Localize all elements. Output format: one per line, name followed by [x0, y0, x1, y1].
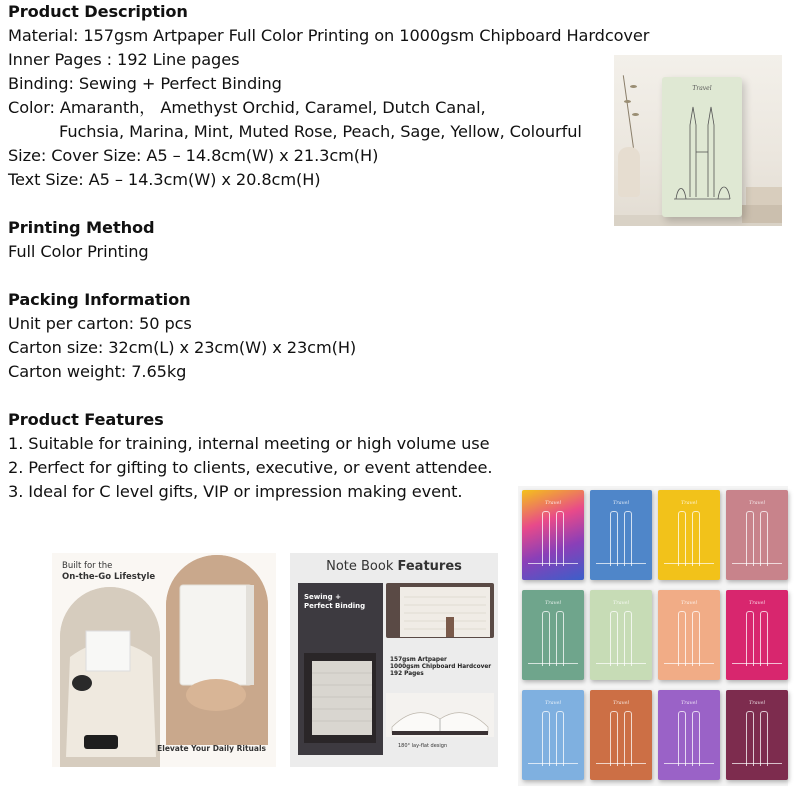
- skyline-base: [596, 663, 646, 672]
- spec-line: 192 Pages: [390, 671, 424, 677]
- spec-list: [390, 657, 491, 678]
- hand-holding-notebook-photo: [166, 555, 268, 745]
- tower-icon: [678, 711, 686, 766]
- tower-icon: [542, 511, 550, 566]
- tote-bag-illustration: [60, 587, 160, 767]
- carton-weight-line: Carton weight: 7.65kg: [8, 362, 187, 381]
- skyline-base: [732, 663, 782, 672]
- notebook-swatch-mint: [590, 590, 652, 680]
- tower-icon: [692, 511, 700, 566]
- cover-size-line: Size: Cover Size: A5 – 14.8cm(W) x 21.3cm(H): [8, 146, 379, 165]
- binding-closeup: [298, 583, 383, 755]
- printing-method-heading: Printing Method: [8, 218, 155, 237]
- product-description-heading: Product Description: [8, 2, 188, 21]
- notebook-swatch-amethyst-orchid: [658, 690, 720, 780]
- leaf-icon: [630, 85, 637, 88]
- features-title-bold: Features: [397, 559, 462, 574]
- notebook-in-hand-illustration: [166, 555, 268, 745]
- material-line: Material: 157gsm Artpaper Full Color Printing on 1000gsm Chipboard Hardcover: [8, 26, 650, 45]
- layflat-label: 180° lay-flat design: [398, 743, 448, 749]
- tower-icon: [556, 511, 564, 566]
- tower-icon: [624, 711, 632, 766]
- lined-page-illustration: [386, 583, 494, 638]
- color-line-1: Color: Amaranth， Amethyst Orchid, Caramel, Dutch Canal,: [8, 98, 486, 117]
- swatch-brand-label: Travel: [612, 700, 630, 706]
- text-size-line: Text Size: A5 – 14.3cm(W) x 20.8cm(H): [8, 170, 321, 189]
- lifestyle-caption: [62, 561, 155, 583]
- tower-icon: [760, 711, 768, 766]
- spec-line: 157gsm Artpaper: [390, 657, 447, 663]
- notebook-swatch-peach: [658, 590, 720, 680]
- notebook-features-panel: [290, 553, 498, 767]
- hero-notebook-photo: [614, 55, 782, 226]
- unit-per-carton-line: Unit per carton: 50 pcs: [8, 314, 192, 333]
- skyline-base: [528, 663, 578, 672]
- swatch-brand-label: Travel: [612, 600, 630, 606]
- feature-item: 3. Ideal for C level gifts, VIP or impression making event.: [8, 482, 463, 501]
- stacked-books: [746, 187, 782, 205]
- notebook-swatch-marina: [522, 690, 584, 780]
- skyline-base: [596, 763, 646, 772]
- swatch-brand-label: Travel: [544, 500, 562, 506]
- leaf-icon: [632, 113, 639, 116]
- skyline-base: [732, 763, 782, 772]
- swatch-brand-label: Travel: [748, 500, 766, 506]
- swatch-brand-label: Travel: [544, 600, 562, 606]
- swatch-brand-label: Travel: [680, 700, 698, 706]
- swatch-brand-label: Travel: [748, 700, 766, 706]
- lifestyle-caption-line1: Built for the: [62, 561, 113, 571]
- tower-icon: [760, 511, 768, 566]
- vase-icon: [618, 147, 640, 197]
- notebook-brand-label: Travel: [692, 85, 712, 92]
- notebook-swatch-fuchsia: [726, 590, 788, 680]
- swatch-brand-label: Travel: [612, 500, 630, 506]
- skyline-base: [596, 563, 646, 572]
- notebook-swatch-sage: [522, 590, 584, 680]
- packing-information-heading: Packing Information: [8, 290, 191, 309]
- swatch-brand-label: Travel: [544, 700, 562, 706]
- swatch-brand-label: Travel: [748, 600, 766, 606]
- lifestyle-panel: [52, 553, 276, 767]
- binding-label-line2: Perfect Binding: [304, 602, 366, 610]
- tower-icon: [556, 611, 564, 666]
- binding-label-line1: Sewing +: [304, 593, 341, 601]
- tower-icon: [556, 711, 564, 766]
- notebook-swatch-yellow: [658, 490, 720, 580]
- skyline-base: [664, 763, 714, 772]
- layflat-notebook: [386, 693, 494, 737]
- tower-icon: [692, 711, 700, 766]
- tower-icon: [624, 611, 632, 666]
- tower-icon: [542, 711, 550, 766]
- lifestyle-caption-line2: On-the-Go Lifestyle: [62, 572, 156, 582]
- tower-icon: [746, 511, 754, 566]
- tower-icon: [678, 511, 686, 566]
- skyline-base: [664, 663, 714, 672]
- notebook-swatch-caramel: [590, 690, 652, 780]
- skyline-base: [528, 763, 578, 772]
- printing-method-value: Full Color Printing: [8, 242, 149, 261]
- features-title-light: Note Book: [326, 559, 398, 574]
- open-book-illustration: [386, 693, 494, 737]
- mint-notebook: [662, 77, 742, 217]
- inner-pages-line: Inner Pages : 192 Line pages: [8, 50, 240, 69]
- skyline-base: [732, 563, 782, 572]
- notebook-swatch-amaranth: [726, 690, 788, 780]
- tower-icon: [624, 511, 632, 566]
- lifestyle-footer: Elevate Your Daily Rituals: [157, 744, 266, 753]
- carton-size-line: Carton size: 32cm(L) x 23cm(W) x 23cm(H): [8, 338, 357, 357]
- product-text-block: [8, 0, 688, 504]
- tower-icon: [542, 611, 550, 666]
- notebook-swatch-muted-rose: [726, 490, 788, 580]
- open-notebook-corner: [386, 583, 494, 638]
- color-variants-grid: [518, 486, 788, 786]
- tower-icon: [760, 611, 768, 666]
- twin-towers-illustration: [662, 77, 742, 217]
- notebook-swatch-dutch-canal: [590, 490, 652, 580]
- skyline-base: [528, 563, 578, 572]
- notebook-swatch-colourful: [522, 490, 584, 580]
- tote-bag-photo: [60, 587, 160, 767]
- binding-label: [304, 593, 365, 611]
- color-line-2: Fuchsia, Marina, Mint, Muted Rose, Peach, Sage, Yellow, Colourful: [59, 122, 582, 141]
- skyline-base: [664, 563, 714, 572]
- tower-icon: [746, 711, 754, 766]
- feature-item: 1. Suitable for training, internal meeting or high volume use: [8, 434, 490, 453]
- tower-icon: [678, 611, 686, 666]
- tower-icon: [610, 511, 618, 566]
- leaf-icon: [624, 100, 631, 103]
- tower-icon: [692, 611, 700, 666]
- tower-icon: [610, 711, 618, 766]
- feature-item: 2. Perfect for gifting to clients, executive, or event attendee.: [8, 458, 493, 477]
- product-features-heading: Product Features: [8, 410, 164, 429]
- swatch-brand-label: Travel: [680, 600, 698, 606]
- swatch-brand-label: Travel: [680, 500, 698, 506]
- tower-icon: [610, 611, 618, 666]
- binding-line: Binding: Sewing + Perfect Binding: [8, 74, 282, 93]
- tower-icon: [746, 611, 754, 666]
- spec-line: 1000gsm Chipboard Hardcover: [390, 664, 492, 670]
- stacked-books: [742, 205, 782, 223]
- features-title: [290, 559, 498, 574]
